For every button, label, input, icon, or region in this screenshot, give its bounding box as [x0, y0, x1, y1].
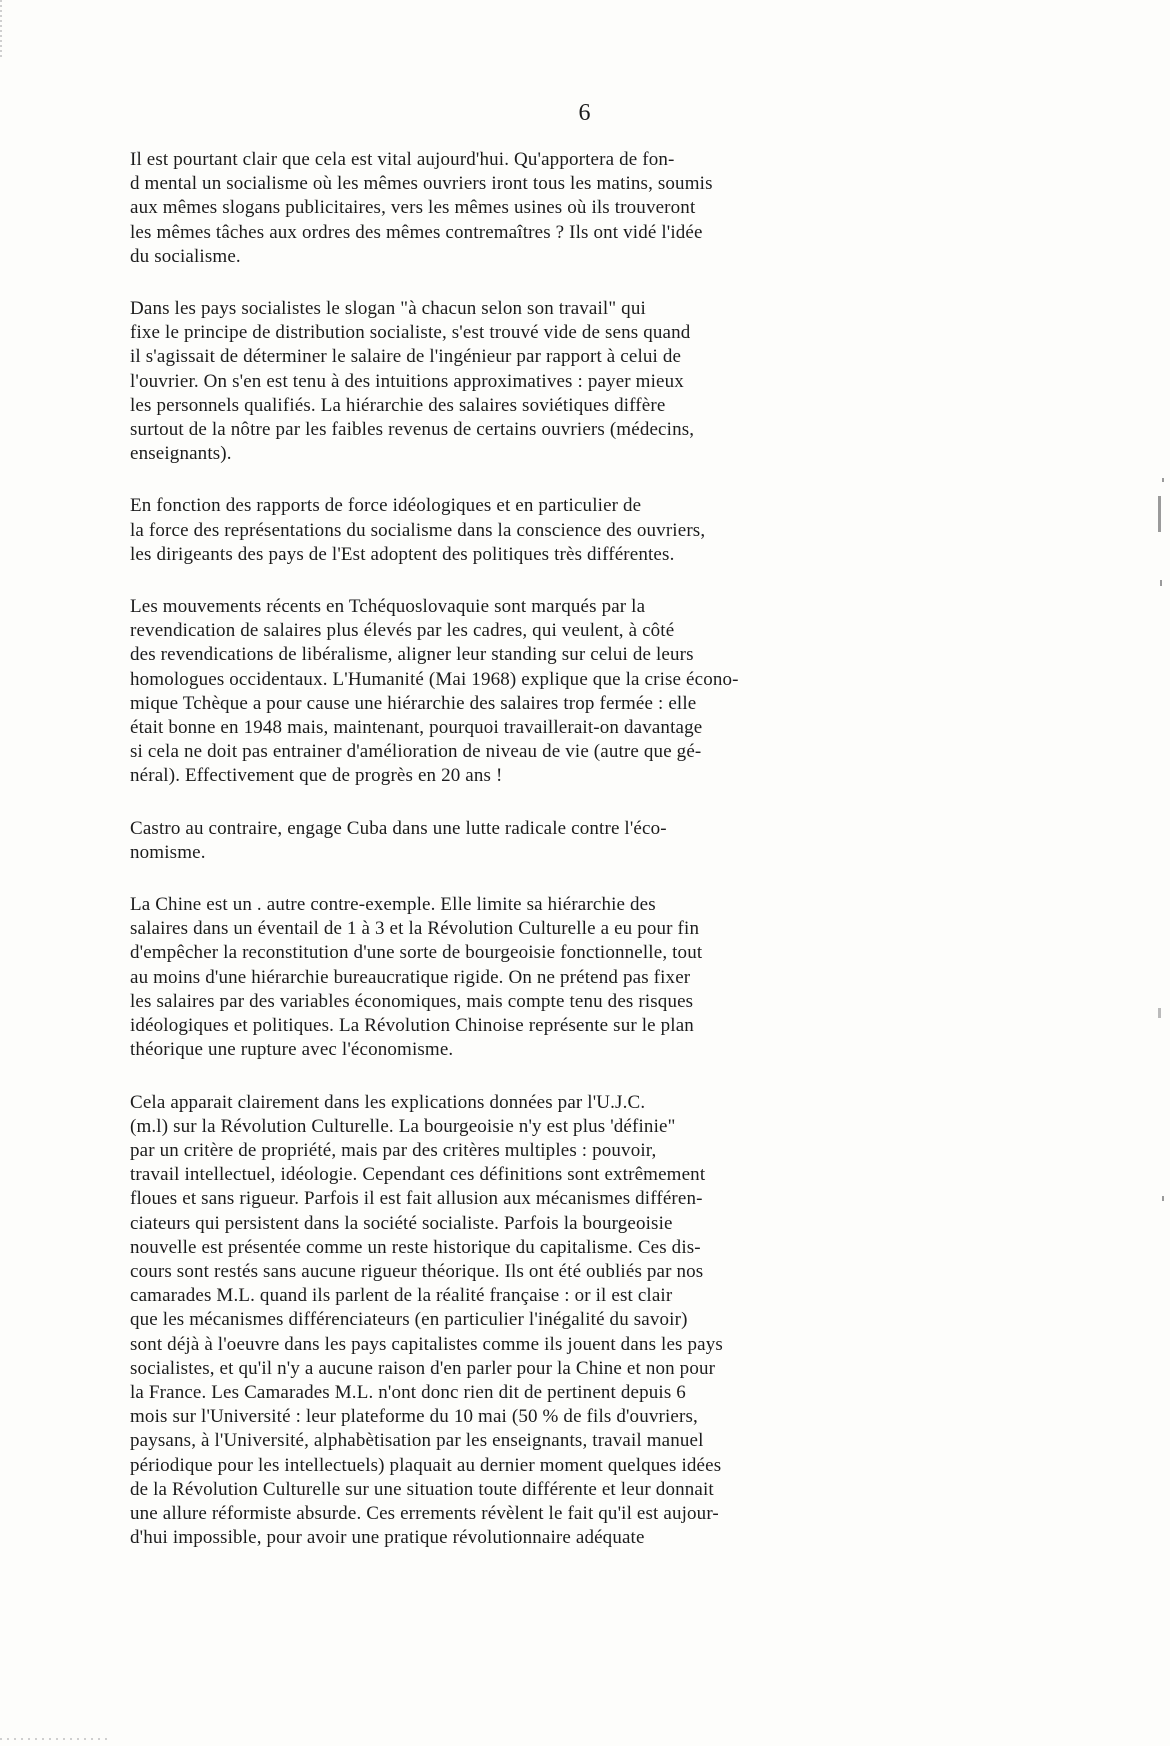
text-line: mique Tchèque a pour cause une hiérarchie des salaires trop fermée : elle — [130, 692, 697, 714]
text-line: mois sur l'Université : leur plateforme du 10 mai (50 % de fils d'ouvriers, — [130, 1406, 698, 1428]
text-line: floues et sans rigueur. Parfois il est fait allusion aux mécanismes différen- — [130, 1188, 703, 1210]
text-line: d mental un socialisme où les mêmes ouvriers iront tous les matins, soumis — [130, 173, 713, 195]
page-number: 6 — [578, 100, 592, 126]
text-line: La Chine est un . autre contre-exemple. Elle limite sa hiérarchie des — [130, 894, 656, 916]
text-line: d'empêcher la reconstitution d'une sorte de bourgeoisie fonctionnelle, tout — [130, 942, 703, 964]
text-line: au moins d'une hiérarchie bureaucratique rigide. On ne prétend pas fixer — [130, 966, 691, 988]
text-line: surtout de la nôtre par les faibles revenus de certains ouvriers (médecins, — [130, 419, 695, 441]
text-line: camarades M.L. quand ils parlent de la réalité française : or il est clair — [130, 1285, 673, 1307]
scan-artifact — [1158, 1008, 1161, 1018]
text-line: était bonne en 1948 mais, maintenant, pourquoi travaillerait-on davantage — [130, 717, 703, 739]
paragraph — [130, 817, 1120, 865]
text-line: idéologiques et politiques. La Révolution Chinoise représente sur le plan — [130, 1015, 694, 1037]
scan-edge-marks — [0, 1738, 110, 1740]
text-line: Dans les pays socialistes le slogan "à chacun selon son travail" qui — [130, 298, 646, 320]
text-line: salaires dans un éventail de 1 à 3 et la Révolution Culturelle a eu pour fin — [130, 918, 700, 940]
paragraph — [130, 1091, 1120, 1551]
scan-artifact — [1162, 1196, 1164, 1201]
text-line: (m.l) sur la Révolution Culturelle. La bourgeoisie n'y est plus 'définie" — [130, 1115, 676, 1137]
text-line: nouvelle est présentée comme un reste historique du capitalisme. Ces dis- — [130, 1236, 701, 1258]
paragraph — [130, 494, 1120, 567]
text-line: par un critère de propriété, mais par des critères multiples : pouvoir, — [130, 1139, 657, 1161]
text-line: les mêmes tâches aux ordres des mêmes contremaîtres ? Ils ont vidé l'idée — [130, 221, 703, 243]
text-line: Les mouvements récents en Tchéquoslovaquie sont marqués par la — [130, 596, 646, 618]
text-line: la force des représentations du socialisme dans la conscience des ouvriers, — [130, 519, 706, 541]
text-line: l'ouvrier. On s'en est tenu à des intuitions approximatives : payer mieux — [130, 370, 684, 392]
text-line: paysans, à l'Université, alphabètisation par les enseignants, travail manuel — [130, 1430, 704, 1452]
text-line: d'hui impossible, pour avoir une pratique révolutionnaire adéquate — [130, 1527, 645, 1549]
text-line: socialistes, et qu'il n'y a aucune raison d'en parler pour la Chine et non pour — [130, 1357, 716, 1379]
text-line: cours sont restés sans aucune rigueur théorique. Ils ont été oubliés par nos — [130, 1260, 704, 1282]
paragraph — [130, 297, 1120, 466]
text-line: la France. Les Camarades M.L. n'ont donc rien dit de pertinent depuis 6 — [130, 1381, 686, 1403]
text-line: de la Révolution Culturelle sur une situation toute différente et leur donnait — [130, 1478, 714, 1500]
text-line: En fonction des rapports de force idéologiques et en particulier de — [130, 495, 642, 517]
scan-artifact — [1158, 496, 1161, 532]
text-line: du socialisme. — [130, 245, 241, 267]
text-line: que les mécanismes différenciateurs (en particulier l'inégalité du savoir) — [130, 1309, 688, 1331]
text-line: nomisme. — [130, 841, 206, 863]
text-line: néral). Effectivement que de progrès en 20 ans ! — [130, 765, 503, 787]
text-line: enseignants). — [130, 443, 232, 465]
paragraph — [130, 148, 1120, 269]
scan-artifact — [1162, 478, 1164, 482]
text-line: une allure réformiste absurde. Ces errements révèlent le fait qu'il est aujour- — [130, 1502, 719, 1524]
text-line: travail intellectuel, idéologie. Cependant ces définitions sont extrêmement — [130, 1164, 706, 1186]
text-line: périodique pour les intellectuels) plaquait au dernier moment quelques idées — [130, 1454, 722, 1476]
text-line: fixe le principe de distribution socialiste, s'est trouvé vide de sens quand — [130, 322, 691, 344]
scan-artifact — [1160, 580, 1162, 586]
paragraph — [130, 595, 1120, 789]
text-line: Castro au contraire, engage Cuba dans une lutte radicale contre l'éco- — [130, 817, 667, 839]
text-line: des revendications de libéralisme, aligner leur standing sur celui de leurs — [130, 644, 694, 666]
text-line: Il est pourtant clair que cela est vital aujourd'hui. Qu'apportera de fon- — [130, 149, 675, 170]
document-body — [130, 148, 1120, 1578]
scan-edge-marks — [0, 0, 2, 60]
paragraph — [130, 893, 1120, 1062]
text-line: revendication de salaires plus élevés par les cadres, qui veulent, à côté — [130, 620, 675, 642]
text-line: Cela apparait clairement dans les explications données par l'U.J.C. — [130, 1091, 646, 1113]
text-line: si cela ne doit pas entrainer d'amélioration de niveau de vie (autre que gé- — [130, 741, 702, 763]
text-line: théorique une rupture avec l'économisme. — [130, 1039, 454, 1061]
text-line: les personnels qualifiés. La hiérarchie des salaires soviétiques diffère — [130, 394, 666, 416]
text-line: homologues occidentaux. L'Humanité (Mai 1968) explique que la crise écono- — [130, 668, 739, 690]
text-line: sont déjà à l'oeuvre dans les pays capitalistes comme ils jouent dans les pays — [130, 1333, 723, 1355]
text-line: ciateurs qui persistent dans la société socialiste. Parfois la bourgeoisie — [130, 1212, 673, 1234]
text-line: les salaires par des variables économiques, mais compte tenu des risques — [130, 990, 694, 1012]
text-line: les dirigeants des pays de l'Est adoptent des politiques très différentes. — [130, 543, 675, 565]
text-line: il s'agissait de déterminer le salaire de l'ingénieur par rapport à celui de — [130, 346, 682, 368]
text-line: aux mêmes slogans publicitaires, vers les mêmes usines où ils trouveront — [130, 197, 696, 219]
